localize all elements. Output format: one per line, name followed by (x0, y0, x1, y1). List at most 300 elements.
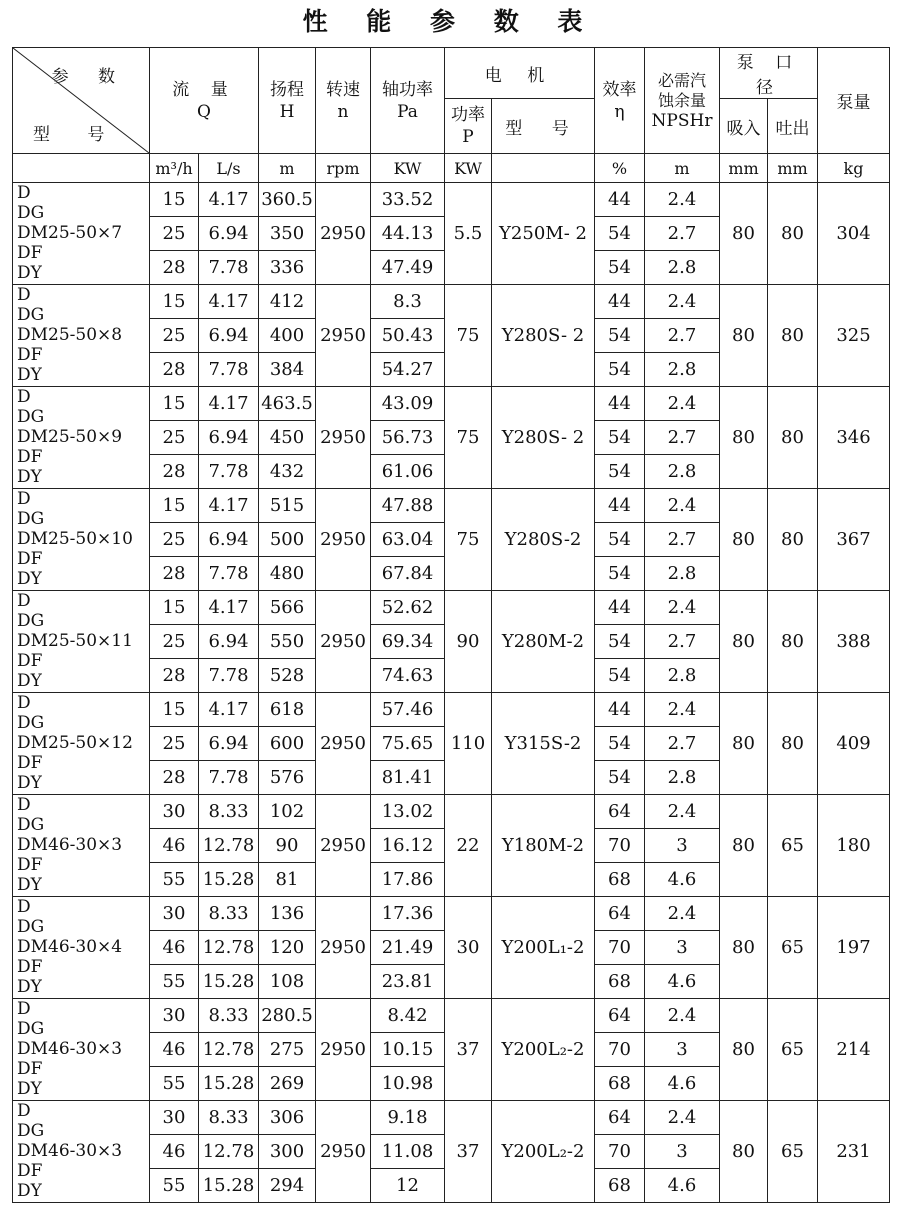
shaft-power-cell: 10.15 (371, 1033, 445, 1067)
efficiency-cell: 54 (595, 625, 645, 659)
model-suffix: DY (17, 671, 42, 691)
performance-table (12, 47, 890, 1203)
flow-ls-cell: 15.28 (199, 965, 259, 999)
speed-cell: 2950 (316, 591, 371, 693)
model-prefix: DG (17, 611, 45, 631)
flow-m3h-cell: 25 (150, 421, 199, 455)
model-suffix: DF (17, 549, 43, 569)
weight-cell: 325 (818, 285, 890, 387)
flow-ls-cell: 8.33 (199, 897, 259, 931)
efficiency-cell: 64 (595, 795, 645, 829)
model-prefix: DG (17, 305, 45, 325)
flow-ls-cell: 8.33 (199, 1101, 259, 1135)
head-cell: 463.5 (259, 387, 316, 421)
head-cell: 566 (259, 591, 316, 625)
motor-model-header: 型 号 (492, 99, 595, 154)
efficiency-cell: 54 (595, 353, 645, 387)
shaft-power-cell: 56.73 (371, 421, 445, 455)
discharge-cell: 65 (768, 999, 818, 1101)
shaft-power-cell: 17.86 (371, 863, 445, 897)
head-cell: 108 (259, 965, 316, 999)
weight-cell: 214 (818, 999, 890, 1101)
head-cell: 450 (259, 421, 316, 455)
efficiency-cell: 64 (595, 999, 645, 1033)
efficiency-cell: 64 (595, 1101, 645, 1135)
head-cell: 275 (259, 1033, 316, 1067)
unit-head: m (259, 154, 316, 183)
flow-ls-cell: 6.94 (199, 319, 259, 353)
model-suffix: DF (17, 957, 43, 977)
model-name: DM25-50×7 (17, 223, 123, 243)
discharge-cell: 80 (768, 591, 818, 693)
npsh-cell: 3 (645, 1135, 720, 1169)
suction-cell: 80 (720, 999, 768, 1101)
shaft-power-cell: 50.43 (371, 319, 445, 353)
head-cell: 120 (259, 931, 316, 965)
shaft-power-cell: 9.18 (371, 1101, 445, 1135)
model-suffix: DY (17, 365, 42, 385)
suction-cell: 80 (720, 1101, 768, 1203)
flow-m3h-cell: 28 (150, 455, 199, 489)
head-header: 扬程 H (259, 48, 316, 154)
shaft-power-cell: 23.81 (371, 965, 445, 999)
npsh-cell: 2.7 (645, 523, 720, 557)
shaft-power-cell: 54.27 (371, 353, 445, 387)
efficiency-cell: 70 (595, 1033, 645, 1067)
npsh-cell: 2.8 (645, 557, 720, 591)
motor-model-cell: Y180M-2 (492, 795, 595, 897)
flow-m3h-cell: 28 (150, 251, 199, 285)
model-suffix: DF (17, 651, 43, 671)
shaft-power-cell: 43.09 (371, 387, 445, 421)
motor-power-cell: 37 (445, 1101, 492, 1203)
flow-m3h-cell: 30 (150, 795, 199, 829)
weight-cell: 180 (818, 795, 890, 897)
npsh-cell: 4.6 (645, 1067, 720, 1101)
model-prefix: DG (17, 917, 45, 937)
efficiency-cell: 70 (595, 1135, 645, 1169)
head-cell: 350 (259, 217, 316, 251)
model-suffix: DY (17, 1079, 42, 1099)
unit-weight: kg (818, 154, 890, 183)
suction-cell: 80 (720, 795, 768, 897)
efficiency-cell: 44 (595, 285, 645, 319)
shaft-power-cell: 47.88 (371, 489, 445, 523)
unit-row-model-cell (13, 154, 150, 183)
efficiency-cell: 44 (595, 489, 645, 523)
model-name: DM25-50×10 (17, 529, 133, 549)
model-prefix: D (17, 591, 31, 611)
shaft-power-cell: 10.98 (371, 1067, 445, 1101)
model-cell (13, 285, 150, 387)
shaft-power-cell: 52.62 (371, 591, 445, 625)
npsh-cell: 2.7 (645, 421, 720, 455)
flow-ls-cell: 4.17 (199, 693, 259, 727)
suction-header: 吸入 (720, 99, 768, 154)
weight-cell: 231 (818, 1101, 890, 1203)
suction-cell: 80 (720, 285, 768, 387)
speed-cell: 2950 (316, 183, 371, 285)
head-cell: 294 (259, 1169, 316, 1203)
npsh-cell: 2.7 (645, 625, 720, 659)
efficiency-header: 效率 η (595, 48, 645, 154)
npsh-cell: 2.4 (645, 999, 720, 1033)
discharge-cell: 80 (768, 387, 818, 489)
npsh-cell: 2.8 (645, 761, 720, 795)
flow-ls-cell: 7.78 (199, 557, 259, 591)
shaft-power-cell: 81.41 (371, 761, 445, 795)
head-cell: 306 (259, 1101, 316, 1135)
motor-model-cell: Y250M- 2 (492, 183, 595, 285)
page-title: 性 能 参 数 表 (302, 7, 598, 36)
efficiency-cell: 44 (595, 591, 645, 625)
model-name: DM46-30×4 (17, 937, 123, 957)
head-cell: 300 (259, 1135, 316, 1169)
flow-m3h-cell: 30 (150, 897, 199, 931)
flow-ls-cell: 4.17 (199, 489, 259, 523)
table-row (13, 489, 890, 523)
shaft-power-cell: 12 (371, 1169, 445, 1203)
npsh-cell: 2.4 (645, 1101, 720, 1135)
head-cell: 500 (259, 523, 316, 557)
discharge-cell: 80 (768, 183, 818, 285)
param-model-header (13, 48, 150, 154)
table-body (13, 183, 890, 1203)
npsh-cell: 2.7 (645, 217, 720, 251)
model-prefix: DG (17, 203, 45, 223)
head-cell: 600 (259, 727, 316, 761)
suction-cell: 80 (720, 387, 768, 489)
model-suffix: DF (17, 243, 43, 263)
npsh-cell: 2.8 (645, 251, 720, 285)
flow-ls-cell: 6.94 (199, 625, 259, 659)
discharge-cell: 80 (768, 693, 818, 795)
table-row (13, 183, 890, 217)
model-cell (13, 591, 150, 693)
flow-ls-cell: 7.78 (199, 353, 259, 387)
model-name: DM25-50×12 (17, 733, 133, 753)
flow-m3h-cell: 46 (150, 829, 199, 863)
table-row (13, 387, 890, 421)
model-name: DM46-30×3 (17, 1039, 123, 1059)
npsh-cell: 2.4 (645, 897, 720, 931)
shaft-power-header: 轴功率 Pa (371, 48, 445, 154)
flow-m3h-cell: 30 (150, 999, 199, 1033)
flow-m3h-cell: 15 (150, 591, 199, 625)
shaft-power-cell: 33.52 (371, 183, 445, 217)
weight-cell: 367 (818, 489, 890, 591)
head-cell: 400 (259, 319, 316, 353)
head-cell: 515 (259, 489, 316, 523)
weight-cell: 197 (818, 897, 890, 999)
efficiency-cell: 44 (595, 183, 645, 217)
motor-model-cell: Y200L₁-2 (492, 897, 595, 999)
model-prefix: DG (17, 1121, 45, 1141)
flow-ls-cell: 4.17 (199, 387, 259, 421)
flow-ls-cell: 6.94 (199, 217, 259, 251)
flow-header: 流 量 Q (150, 48, 259, 154)
flow-ls-cell: 12.78 (199, 1033, 259, 1067)
speed-cell: 2950 (316, 795, 371, 897)
efficiency-cell: 54 (595, 523, 645, 557)
shaft-power-cell: 21.49 (371, 931, 445, 965)
model-cell (13, 183, 150, 285)
npsh-cell: 2.4 (645, 387, 720, 421)
discharge-cell: 65 (768, 795, 818, 897)
flow-ls-cell: 12.78 (199, 829, 259, 863)
discharge-cell: 80 (768, 489, 818, 591)
model-suffix: DF (17, 855, 43, 875)
table-row (13, 999, 890, 1033)
flow-m3h-cell: 28 (150, 659, 199, 693)
flow-ls-cell: 4.17 (199, 591, 259, 625)
flow-ls-cell: 4.17 (199, 285, 259, 319)
model-name: DM25-50×8 (17, 325, 123, 345)
shaft-power-cell: 13.02 (371, 795, 445, 829)
model-prefix: DG (17, 1019, 45, 1039)
efficiency-cell: 54 (595, 455, 645, 489)
efficiency-cell: 54 (595, 659, 645, 693)
flow-m3h-cell: 55 (150, 1169, 199, 1203)
unit-ls: L/s (199, 154, 259, 183)
suction-cell: 80 (720, 183, 768, 285)
flow-m3h-cell: 28 (150, 761, 199, 795)
efficiency-cell: 68 (595, 965, 645, 999)
flow-ls-cell: 8.33 (199, 999, 259, 1033)
model-prefix: D (17, 489, 31, 509)
flow-m3h-cell: 15 (150, 183, 199, 217)
unit-shaft-power: KW (371, 154, 445, 183)
shaft-power-cell: 61.06 (371, 455, 445, 489)
motor-power-cell: 37 (445, 999, 492, 1101)
motor-model-cell: Y200L₂-2 (492, 1101, 595, 1203)
npsh-cell: 2.4 (645, 693, 720, 727)
flow-m3h-cell: 55 (150, 965, 199, 999)
motor-model-cell: Y280S- 2 (492, 387, 595, 489)
weight-cell: 304 (818, 183, 890, 285)
shaft-power-cell: 11.08 (371, 1135, 445, 1169)
flow-ls-cell: 15.28 (199, 1169, 259, 1203)
speed-cell: 2950 (316, 387, 371, 489)
model-suffix: DF (17, 345, 43, 365)
model-prefix: DG (17, 815, 45, 835)
model-suffix: DF (17, 753, 43, 773)
efficiency-cell: 54 (595, 319, 645, 353)
shaft-power-cell: 16.12 (371, 829, 445, 863)
model-prefix: D (17, 999, 31, 1019)
model-cell (13, 387, 150, 489)
speed-cell: 2950 (316, 693, 371, 795)
npsh-cell: 2.8 (645, 353, 720, 387)
suction-cell: 80 (720, 489, 768, 591)
model-prefix: D (17, 693, 31, 713)
npsh-cell: 2.8 (645, 659, 720, 693)
table-row (13, 591, 890, 625)
model-cell (13, 795, 150, 897)
npsh-cell: 3 (645, 931, 720, 965)
flow-m3h-cell: 25 (150, 319, 199, 353)
flow-ls-cell: 6.94 (199, 421, 259, 455)
npsh-cell: 4.6 (645, 1169, 720, 1203)
head-cell: 480 (259, 557, 316, 591)
model-name: DM46-30×3 (17, 1141, 123, 1161)
model-suffix: DY (17, 773, 42, 793)
flow-m3h-cell: 25 (150, 217, 199, 251)
head-cell: 618 (259, 693, 316, 727)
efficiency-cell: 64 (595, 897, 645, 931)
flow-ls-cell: 7.78 (199, 659, 259, 693)
model-prefix: D (17, 1101, 31, 1121)
model-cell (13, 1101, 150, 1203)
shaft-power-cell: 47.49 (371, 251, 445, 285)
unit-discharge: mm (768, 154, 818, 183)
flow-ls-cell: 7.78 (199, 251, 259, 285)
flow-ls-cell: 12.78 (199, 1135, 259, 1169)
flow-m3h-cell: 15 (150, 489, 199, 523)
head-cell: 576 (259, 761, 316, 795)
motor-power-cell: 75 (445, 387, 492, 489)
model-name: DM46-30×3 (17, 835, 123, 855)
efficiency-cell: 54 (595, 557, 645, 591)
flow-ls-cell: 15.28 (199, 863, 259, 897)
efficiency-cell: 68 (595, 863, 645, 897)
unit-motor-power: KW (445, 154, 492, 183)
model-cell (13, 693, 150, 795)
flow-m3h-cell: 15 (150, 693, 199, 727)
weight-header: 泵量 (818, 48, 890, 154)
flow-m3h-cell: 46 (150, 931, 199, 965)
model-prefix: D (17, 285, 31, 305)
motor-power-cell: 30 (445, 897, 492, 999)
motor-model-cell: Y280M-2 (492, 591, 595, 693)
suction-cell: 80 (720, 897, 768, 999)
shaft-power-cell: 63.04 (371, 523, 445, 557)
shaft-power-cell: 67.84 (371, 557, 445, 591)
motor-power-cell: 22 (445, 795, 492, 897)
head-cell: 432 (259, 455, 316, 489)
model-suffix: DF (17, 447, 43, 467)
model-suffix: DF (17, 1059, 43, 1079)
npsh-cell: 2.4 (645, 489, 720, 523)
efficiency-cell: 70 (595, 931, 645, 965)
shaft-power-cell: 57.46 (371, 693, 445, 727)
model-cell (13, 489, 150, 591)
head-cell: 90 (259, 829, 316, 863)
npsh-cell: 2.4 (645, 591, 720, 625)
model-suffix: DY (17, 263, 42, 283)
motor-power-cell: 5.5 (445, 183, 492, 285)
model-prefix: D (17, 183, 31, 203)
model-prefix: DG (17, 509, 45, 529)
flow-ls-cell: 8.33 (199, 795, 259, 829)
flow-m3h-cell: 28 (150, 557, 199, 591)
speed-cell: 2950 (316, 999, 371, 1101)
table-row (13, 1101, 890, 1135)
flow-ls-cell: 6.94 (199, 523, 259, 557)
model-prefix: D (17, 387, 31, 407)
head-cell: 280.5 (259, 999, 316, 1033)
npsh-cell: 4.6 (645, 965, 720, 999)
flow-ls-cell: 6.94 (199, 727, 259, 761)
efficiency-cell: 70 (595, 829, 645, 863)
head-cell: 384 (259, 353, 316, 387)
flow-m3h-cell: 55 (150, 1067, 199, 1101)
table-row (13, 285, 890, 319)
param-label: 参 数 (51, 67, 127, 87)
weight-cell: 388 (818, 591, 890, 693)
motor-model-cell: Y280S-2 (492, 489, 595, 591)
speed-header: 转速 n (316, 48, 371, 154)
model-cell (13, 999, 150, 1101)
head-cell: 412 (259, 285, 316, 319)
model-suffix: DY (17, 1181, 42, 1201)
npsh-cell: 2.8 (645, 455, 720, 489)
efficiency-cell: 44 (595, 387, 645, 421)
model-prefix: D (17, 897, 31, 917)
model-label: 型 号 (33, 125, 121, 145)
motor-model-cell: Y315S-2 (492, 693, 595, 795)
head-cell: 269 (259, 1067, 316, 1101)
unit-motor-model (492, 154, 595, 183)
efficiency-cell: 54 (595, 251, 645, 285)
efficiency-cell: 68 (595, 1067, 645, 1101)
model-cell (13, 897, 150, 999)
unit-npsh: m (645, 154, 720, 183)
model-suffix: DY (17, 569, 42, 589)
efficiency-cell: 54 (595, 761, 645, 795)
efficiency-cell: 68 (595, 1169, 645, 1203)
motor-power-cell: 90 (445, 591, 492, 693)
shaft-power-cell: 8.3 (371, 285, 445, 319)
model-prefix: DG (17, 713, 45, 733)
discharge-cell: 80 (768, 285, 818, 387)
head-cell: 102 (259, 795, 316, 829)
head-cell: 550 (259, 625, 316, 659)
motor-model-cell: Y280S- 2 (492, 285, 595, 387)
motor-header: 电 机 (445, 48, 595, 99)
shaft-power-cell: 74.63 (371, 659, 445, 693)
weight-cell: 346 (818, 387, 890, 489)
model-name: DM25-50×11 (17, 631, 133, 651)
flow-ls-cell: 15.28 (199, 1067, 259, 1101)
flow-m3h-cell: 46 (150, 1135, 199, 1169)
shaft-power-cell: 75.65 (371, 727, 445, 761)
npsh-cell: 3 (645, 829, 720, 863)
head-cell: 81 (259, 863, 316, 897)
model-suffix: DY (17, 467, 42, 487)
model-prefix: DG (17, 407, 45, 427)
suction-cell: 80 (720, 591, 768, 693)
head-cell: 336 (259, 251, 316, 285)
unit-efficiency: % (595, 154, 645, 183)
table-row (13, 795, 890, 829)
npsh-cell: 2.7 (645, 319, 720, 353)
npsh-cell: 4.6 (645, 863, 720, 897)
efficiency-cell: 54 (595, 727, 645, 761)
flow-m3h-cell: 30 (150, 1101, 199, 1135)
model-suffix: DF (17, 1161, 43, 1181)
speed-cell: 2950 (316, 897, 371, 999)
head-cell: 528 (259, 659, 316, 693)
flow-ls-cell: 7.78 (199, 761, 259, 795)
speed-cell: 2950 (316, 489, 371, 591)
speed-cell: 2950 (316, 1101, 371, 1203)
unit-suction: mm (720, 154, 768, 183)
npsh-cell: 2.4 (645, 183, 720, 217)
head-cell: 360.5 (259, 183, 316, 217)
motor-power-cell: 75 (445, 285, 492, 387)
flow-ls-cell: 7.78 (199, 455, 259, 489)
